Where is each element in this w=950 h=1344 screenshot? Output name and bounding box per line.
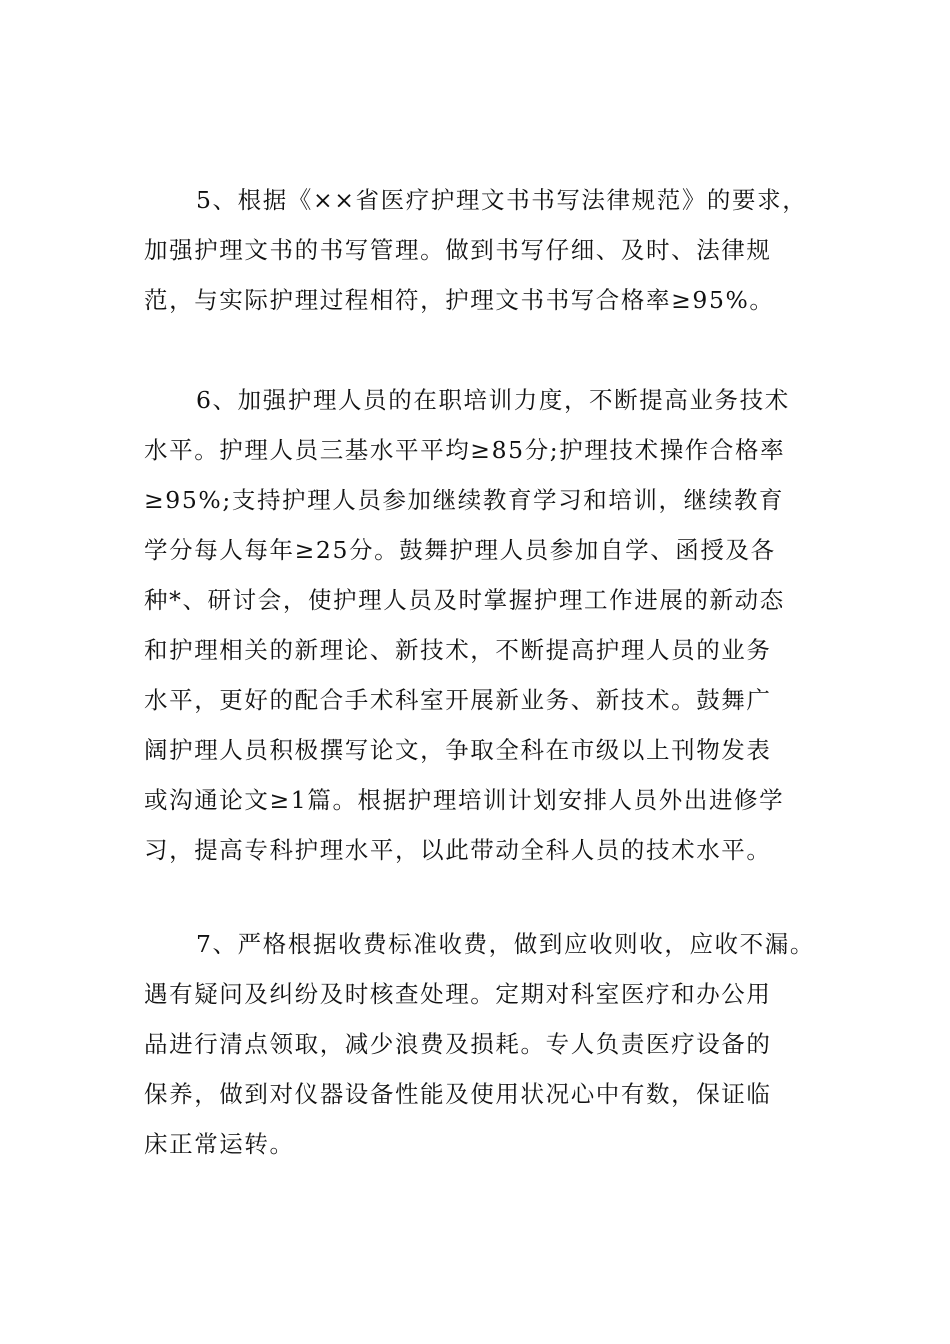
text-line: ≥95%;支持护理人员参加继续教育学习和培训，继续教育 [144,486,785,514]
text-line: 水平，更好的配合手术科室开展新业务、新技术。鼓舞广 [144,686,772,714]
text-line: 6、加强护理人员的在职培训力度，不断提高业务技术 [196,386,790,414]
paragraph-item-6 [144,375,844,875]
text-line: 范，与实际护理过程相符，护理文书书写合格率≥95%。 [144,286,775,314]
text-line: 保养，做到对仪器设备性能及使用状况心中有数，保证临 [144,1080,772,1108]
text-line: 品进行清点领取，减少浪费及损耗。专人负责医疗设备的 [144,1030,772,1058]
text-line: 种*、研讨会，使护理人员及时掌握护理工作进展的新动态 [144,586,785,614]
text-line: 遇有疑问及纠纷及时核查处理。定期对科室医疗和办公用 [144,980,772,1008]
text-line: 床正常运转。 [144,1130,295,1158]
paragraph-item-5 [144,175,844,325]
text-line: 学分每人每年≥25分。鼓舞护理人员参加自学、函授及各 [144,536,776,564]
text-line: 5、根据《××省医疗护理文书书写法律规范》的要求， [196,186,808,214]
text-line: 水平。护理人员三基水平平均≥85分;护理技术操作合格率 [144,436,786,464]
text-line: 加强护理文书的书写管理。做到书写仔细、及时、法律规 [144,236,772,264]
paragraph-item-7 [144,919,844,1169]
text-line: 或沟通论文≥1篇。根据护理培训计划安排人员外出进修学 [144,786,785,814]
text-line: 阔护理人员积极撰写论文，争取全科在市级以上刊物发表 [144,736,772,764]
text-line: 习，提高专科护理水平，以此带动全科人员的技术水平。 [144,836,772,864]
text-line: 7、严格根据收费标准收费，做到应收则收，应收不漏。 [196,930,815,958]
text-line: 和护理相关的新理论、新技术，不断提高护理人员的业务 [144,636,772,664]
